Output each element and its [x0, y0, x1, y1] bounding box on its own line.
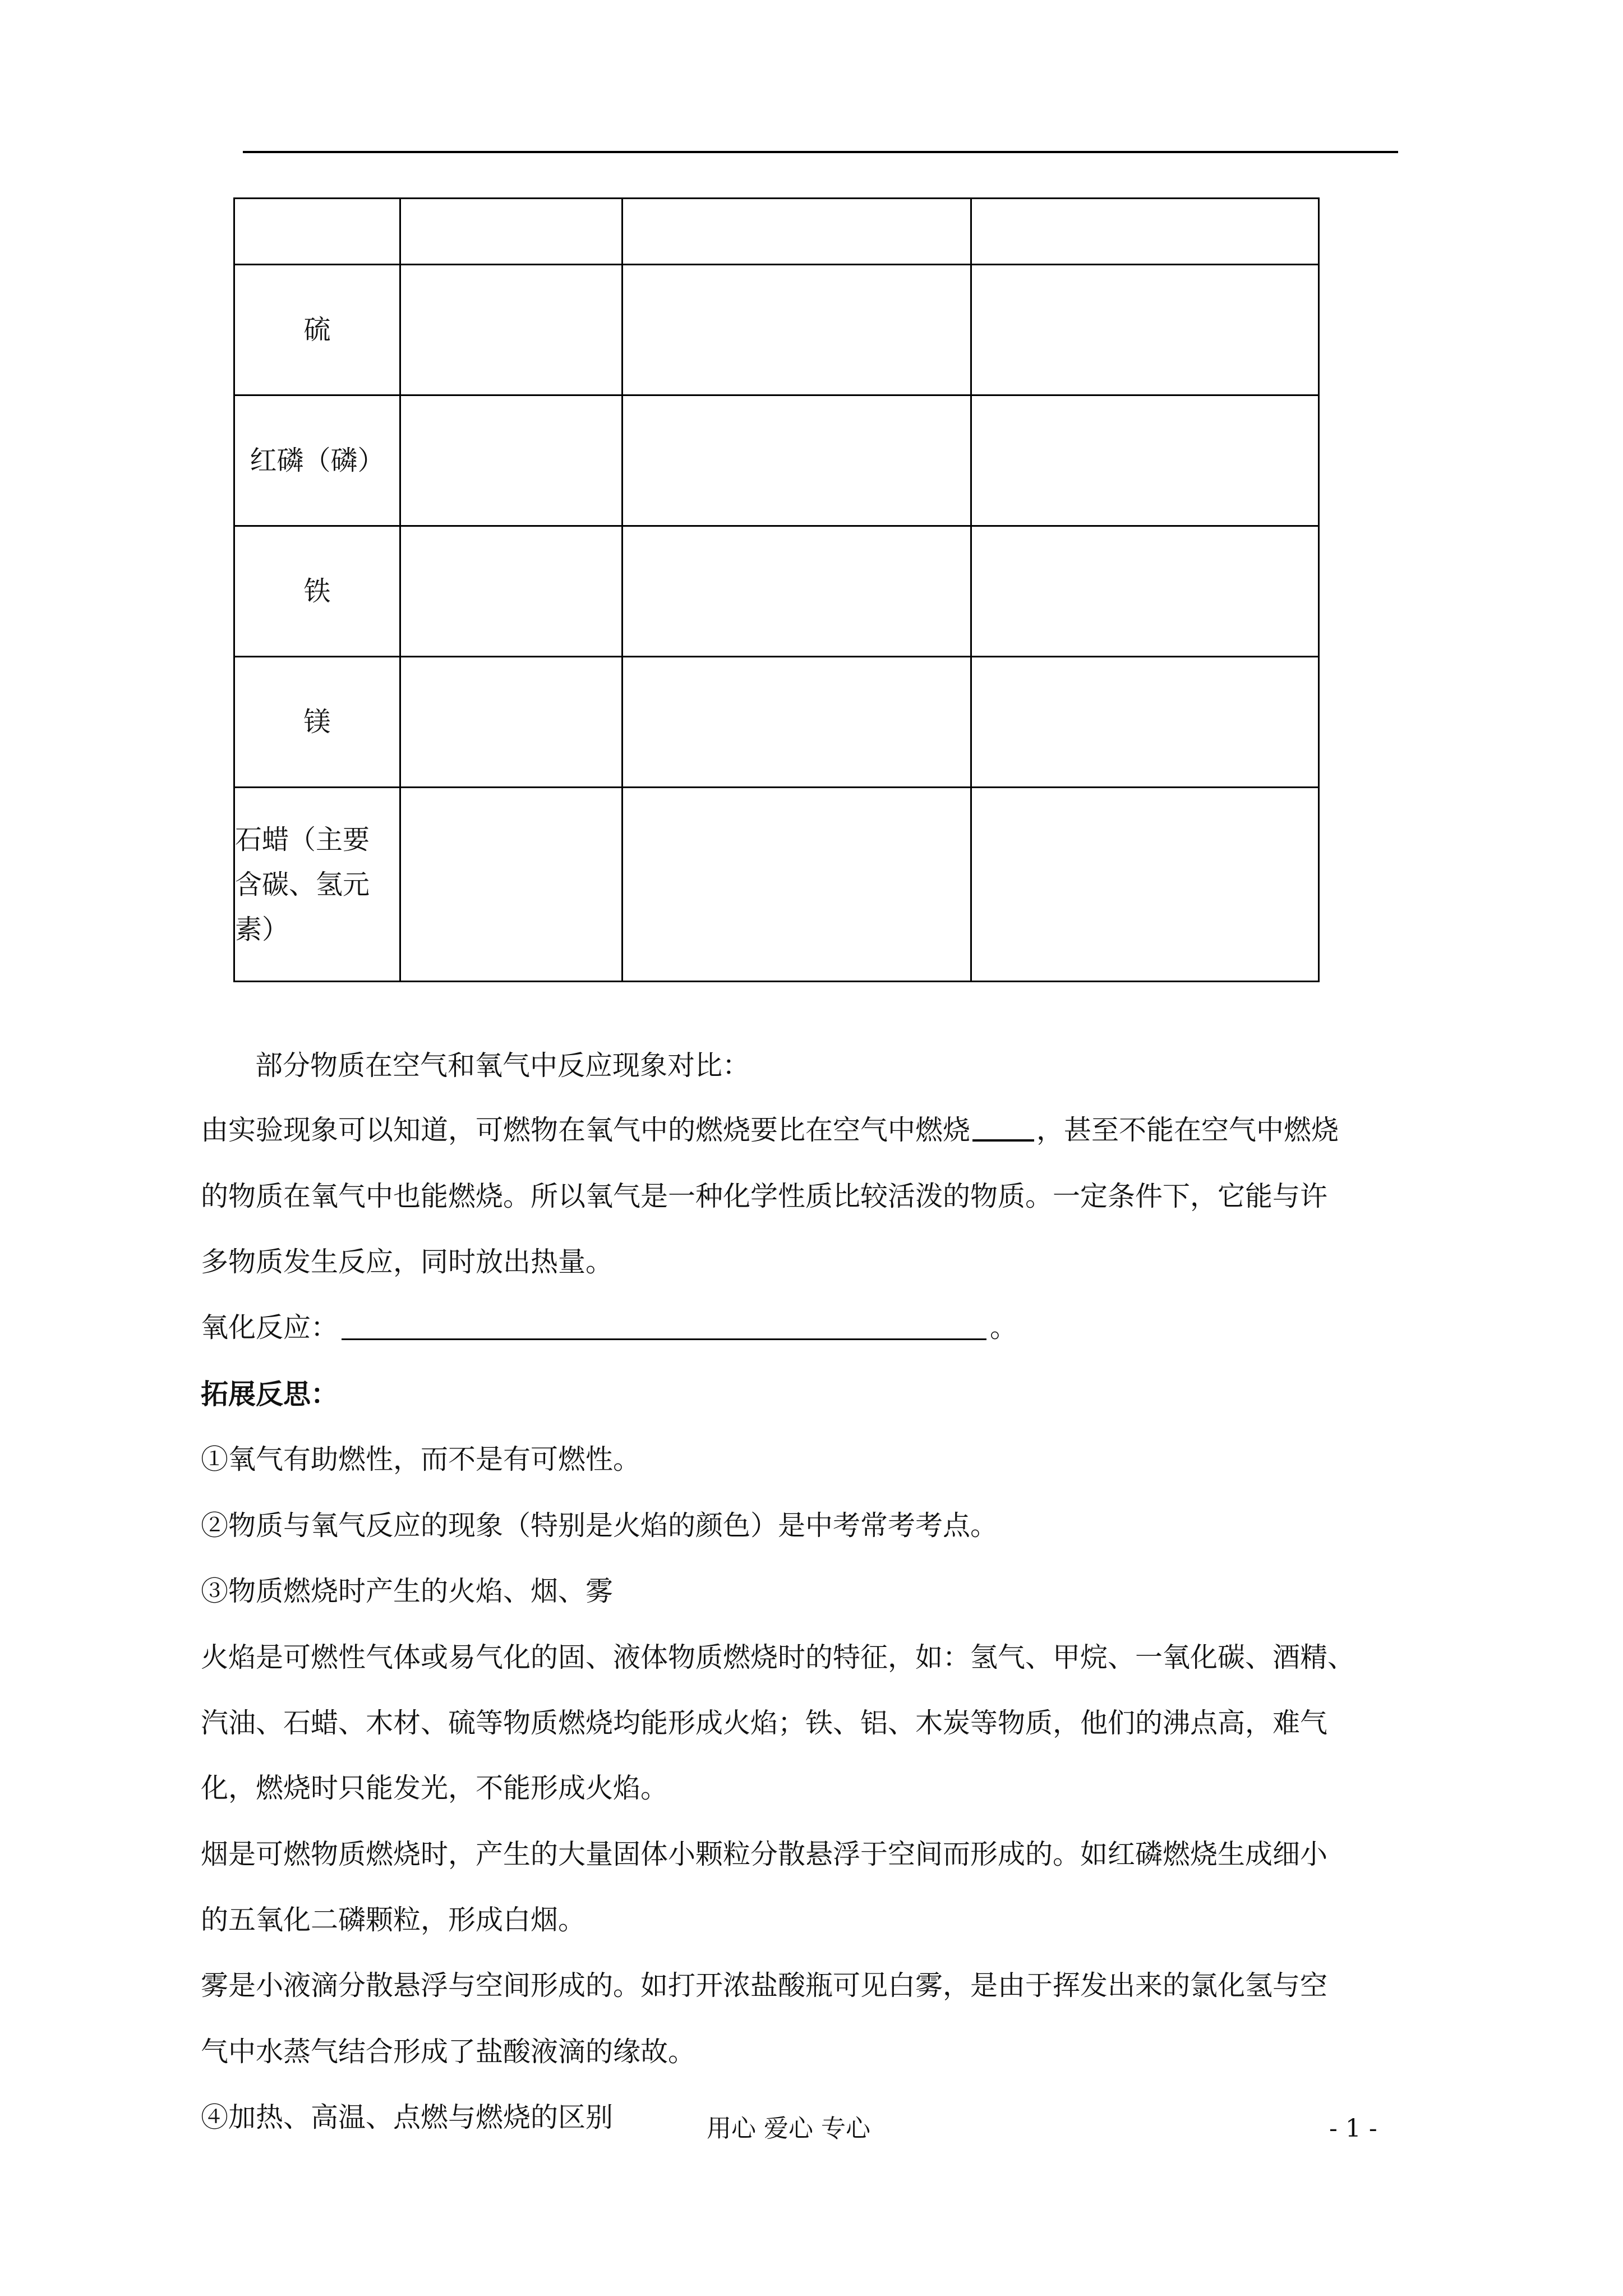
paragraph-line: 汽油、石蜡、木材、硫等物质燃烧均能形成火焰；铁、铝、木炭等物质，他们的沸点高，难气 — [201, 1707, 1328, 1739]
table-cell — [623, 526, 971, 657]
paragraph-line — [201, 1114, 1401, 1147]
experiment-table — [233, 197, 1320, 982]
footer-motto: 用心 爱心 专心 — [707, 2114, 870, 2143]
substance-name: 硫 — [234, 265, 400, 395]
paragraph-line: 化，燃烧时只能发光，不能形成火焰。 — [201, 1772, 668, 1804]
table-row — [234, 265, 1319, 395]
table-cell — [623, 657, 971, 788]
table-cell — [400, 788, 623, 982]
oxidation-end: 。 — [990, 1312, 1018, 1343]
table-cell — [400, 265, 623, 395]
table-row — [234, 199, 1319, 265]
table-row — [234, 657, 1319, 788]
table-row — [234, 526, 1319, 657]
list-item: ④加热、高温、点燃与燃烧的区别 — [201, 2101, 614, 2133]
table-row — [234, 395, 1319, 526]
paragraph-text: 由实验现象可以知道，可燃物在氧气中的燃烧要比在空气中燃烧 — [201, 1114, 971, 1146]
compare-title: 部分物质在空气和氧气中反应现象对比： — [255, 1050, 750, 1082]
paragraph-line: 的物质在氧气中也能燃烧。所以氧气是一种化学性质比较活泼的物质。一定条件下，它能与许 — [201, 1180, 1328, 1212]
table-cell — [971, 199, 1319, 265]
table-row — [234, 788, 1319, 982]
table-cell — [623, 265, 971, 395]
table-cell — [623, 395, 971, 526]
fill-blank — [342, 1337, 986, 1340]
list-item: ③物质燃烧时产生的火焰、烟、雾 — [201, 1575, 614, 1607]
paragraph-line: 雾是小液滴分散悬浮与空间形成的。如打开浓盐酸瓶可见白雾，是由于挥发出来的氯化氢与空 — [201, 1970, 1328, 2001]
list-item: ①氧气有助燃性，而不是有可燃性。 — [201, 1443, 641, 1475]
paragraph-line: 的五氧化二磷颗粒，形成白烟。 — [201, 1904, 586, 1936]
substance-name: 铁 — [234, 526, 400, 657]
table-cell — [971, 657, 1319, 788]
table-cell — [234, 199, 400, 265]
page-number: - 1 - — [1329, 2114, 1377, 2143]
extension-heading: 拓展反思： — [201, 1378, 339, 1410]
substance-name — [234, 788, 400, 982]
header-rule — [243, 151, 1398, 153]
table-cell — [400, 395, 623, 526]
paragraph-line: 火焰是可燃性气体或易气化的固、液体物质燃烧时的特征，如：氢气、甲烷、一氧化碳、酒精、 — [201, 1641, 1355, 1673]
oxidation-definition — [201, 1311, 1401, 1345]
paragraph-line: 多物质发生反应，同时放出热量。 — [201, 1246, 614, 1278]
list-item: ②物质与氧气反应的现象（特别是火焰的颜色）是中考常考考点。 — [201, 1510, 998, 1542]
table-cell — [400, 199, 623, 265]
table-cell — [971, 526, 1319, 657]
paragraph-line: 烟是可燃物质燃烧时，产生的大量固体小颗粒分散悬浮于空间而形成的。如红磷燃烧生成细小 — [201, 1838, 1328, 1870]
table-cell — [623, 788, 971, 982]
substance-name-line: 素） — [235, 913, 289, 945]
substance-name-line: 含碳、氢元 — [235, 868, 370, 900]
table-cell — [400, 657, 623, 788]
substance-name: 红磷（磷） — [234, 395, 400, 526]
substance-name: 镁 — [234, 657, 400, 788]
paragraph-text: ，甚至不能在空气中燃烧 — [1036, 1114, 1339, 1146]
table-cell — [971, 265, 1319, 395]
oxidation-label: 氧化反应： — [201, 1312, 339, 1343]
fill-blank — [972, 1138, 1034, 1142]
substance-name-line: 石蜡（主要 — [235, 823, 370, 855]
table-cell — [971, 788, 1319, 982]
table-cell — [400, 526, 623, 657]
table-cell — [971, 395, 1319, 526]
table-cell — [623, 199, 971, 265]
paragraph-line: 气中水蒸气结合形成了盐酸液滴的缘故。 — [201, 2036, 696, 2068]
